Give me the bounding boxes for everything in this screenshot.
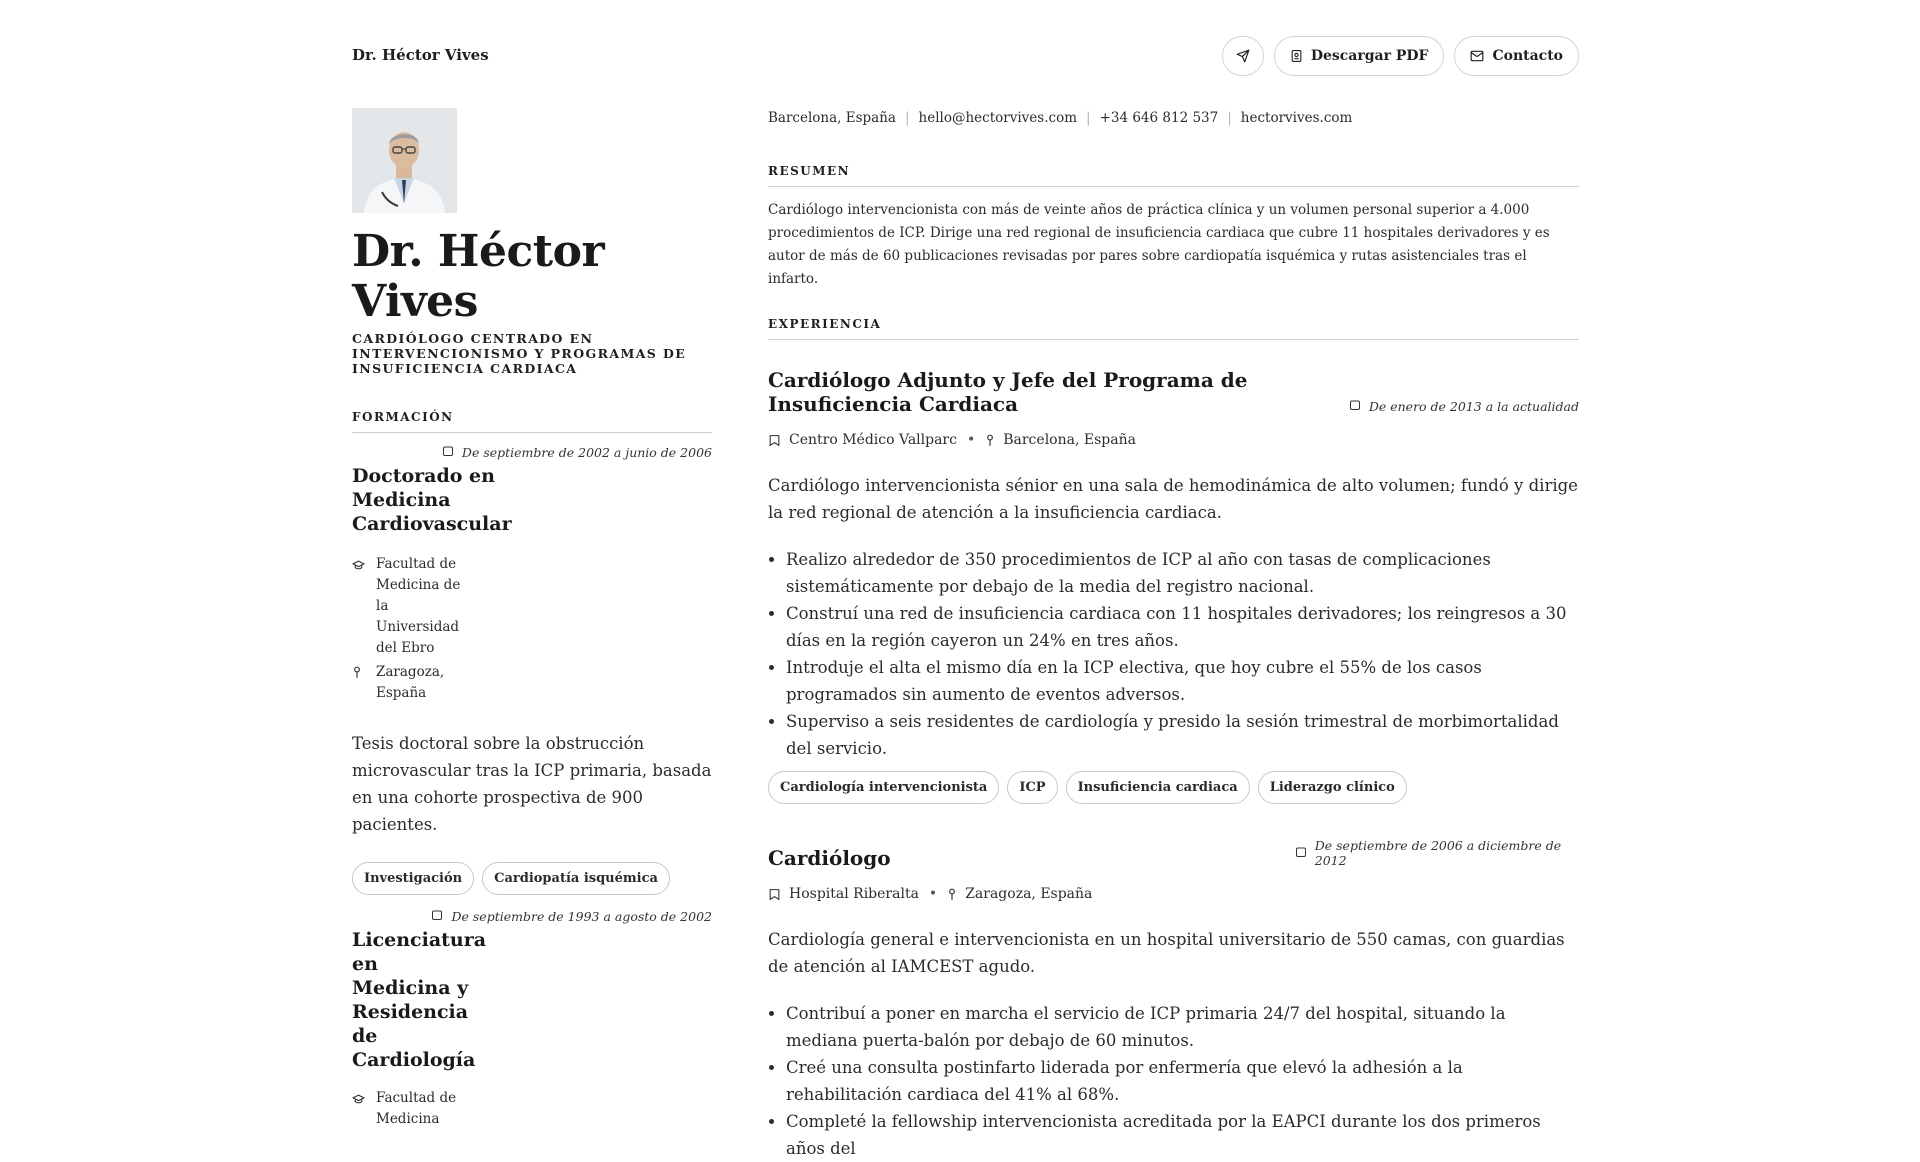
calendar-icon bbox=[1349, 399, 1361, 414]
brand-name[interactable]: Dr. Héctor Vives bbox=[352, 46, 489, 64]
building-icon bbox=[768, 888, 781, 901]
job-company: Centro Médico Vallparc bbox=[789, 432, 957, 448]
education-degree: Licenciatura en Medicina y Residencia de Cardiología bbox=[352, 929, 487, 1071]
contact-line bbox=[768, 108, 1579, 128]
profile-name: Dr. Héctor Vives bbox=[352, 226, 605, 327]
contact-website[interactable]: hectorvives.com bbox=[1240, 110, 1353, 126]
avatar bbox=[352, 108, 457, 213]
separator: | bbox=[904, 110, 910, 126]
job-header bbox=[768, 368, 1579, 416]
separator: | bbox=[1086, 110, 1091, 126]
job-meta bbox=[768, 886, 1579, 902]
education-location: Zaragoza, España bbox=[376, 664, 445, 701]
tag[interactable]: Investigación bbox=[352, 862, 474, 895]
tag[interactable]: Cardiología intervencionista bbox=[768, 771, 999, 804]
education-item bbox=[352, 909, 712, 1130]
separator: • bbox=[928, 886, 938, 902]
achievement-item: • Completé la fellowship intervencionista acreditada por la EAPCI durante los dos primeros años del bbox=[786, 1108, 1579, 1162]
education-tags bbox=[352, 862, 712, 895]
experience-heading: EXPERIENCIA bbox=[768, 317, 1579, 340]
experience-item bbox=[768, 838, 1579, 1162]
education-date-text: De septiembre de 1993 a agosto de 2002 bbox=[451, 909, 712, 924]
education-institution-row bbox=[352, 554, 712, 659]
achievement-item: • Introduje el alta el mismo día en la ICP electiva, que hoy cubre el 55% de los casos programados sin aumento de eventos adversos. bbox=[786, 654, 1579, 708]
separator: • bbox=[966, 432, 976, 448]
job-meta bbox=[768, 432, 1579, 448]
achievement-item: • Construí una red de insuficiencia cardiaca con 11 hospitales derivadores; los reingresos a 30 días en la región cayeron un 24% en tres años. bbox=[786, 600, 1579, 654]
job-company: Hospital Riberalta bbox=[789, 886, 919, 902]
tag[interactable]: Cardiopatía isquémica bbox=[482, 862, 670, 895]
share-button[interactable] bbox=[1222, 36, 1264, 76]
job-achievements bbox=[768, 546, 1579, 762]
summary-heading: RESUMEN bbox=[768, 164, 1579, 187]
calendar-icon bbox=[431, 909, 443, 924]
education-institution-row bbox=[352, 1088, 712, 1130]
education-institution: Facultad de Medicina de la Universidad del Ebro bbox=[376, 556, 461, 656]
graduation-cap-icon bbox=[352, 554, 366, 659]
building-icon bbox=[768, 434, 781, 447]
location-pin-icon bbox=[985, 434, 995, 447]
education-item bbox=[352, 445, 712, 895]
top-bar bbox=[352, 36, 1579, 76]
education-degree: Doctorado en Medicina Cardiovascular bbox=[352, 465, 512, 535]
job-tags bbox=[768, 771, 1579, 804]
education-meta bbox=[352, 1088, 712, 1130]
right-column bbox=[768, 108, 1579, 1162]
job-description: Cardiólogo intervencionista sénior en una sala de hemodinámica de alto volumen; fundó y dirige la red regional de atención a la insuficiencia cardiaca. bbox=[768, 476, 1578, 522]
contact-location: Barcelona, España bbox=[768, 110, 896, 126]
job-header bbox=[768, 838, 1579, 870]
contact-label: Contacto bbox=[1492, 48, 1563, 64]
location-pin-icon bbox=[947, 888, 957, 901]
tag[interactable]: ICP bbox=[1007, 771, 1057, 804]
tag[interactable]: Liderazgo clínico bbox=[1258, 771, 1407, 804]
mail-icon bbox=[1470, 50, 1484, 62]
job-location: Barcelona, España bbox=[1003, 432, 1136, 448]
file-icon bbox=[1290, 49, 1303, 63]
contact-button[interactable] bbox=[1454, 36, 1579, 76]
contact-email[interactable]: hello@hectorvives.com bbox=[918, 110, 1077, 126]
achievement-item: • Realizo alrededor de 350 procedimientos de ICP al año con tasas de complicaciones sistemáticamente por debajo de la media del registro nacional. bbox=[786, 546, 1579, 600]
graduation-cap-icon bbox=[352, 1088, 366, 1130]
calendar-icon bbox=[442, 445, 454, 460]
achievement-item: • Contribuí a poner en marcha el servicio de ICP primaria 24/7 del hospital, situando la mediana puerta-balón por debajo de 60 minutos. bbox=[786, 1000, 1579, 1054]
achievement-item: • Creé una consulta postinfarto liderada por enfermería que elevó la adhesión a la rehabilitación cardiaca del 41% al 68%. bbox=[786, 1054, 1579, 1108]
job-date-text: De septiembre de 2006 a diciembre de 2012 bbox=[1314, 838, 1562, 868]
left-column bbox=[352, 108, 712, 1133]
education-location-row bbox=[352, 662, 712, 704]
education-date bbox=[352, 909, 712, 924]
job-title: Cardiólogo bbox=[768, 846, 891, 870]
job-location: Zaragoza, España bbox=[965, 886, 1093, 902]
job-date-text: De enero de 2013 a la actualidad bbox=[1368, 399, 1579, 414]
education-description: Tesis doctoral sobre la obstrucción microvascular tras la ICP primaria, basada en una cohorte prospectiva de 900 pacientes. bbox=[352, 734, 712, 834]
download-pdf-button[interactable] bbox=[1274, 36, 1445, 76]
send-icon bbox=[1236, 49, 1250, 63]
job-achievements bbox=[768, 1000, 1579, 1162]
separator: | bbox=[1227, 110, 1232, 126]
job-date bbox=[1295, 838, 1579, 868]
education-date-text: De septiembre de 2002 a junio de 2006 bbox=[461, 445, 712, 460]
education-date bbox=[352, 445, 712, 460]
header-actions bbox=[1222, 36, 1579, 76]
education-institution: Facultad de Medicina bbox=[376, 1090, 457, 1127]
location-pin-icon bbox=[352, 662, 366, 704]
download-pdf-label: Descargar PDF bbox=[1310, 48, 1429, 64]
profile-subtitle: CARDIÓLOGO CENTRADO EN INTERVENCIONISMO Y PROGRAMAS DE INSUFICIENCIA CARDIACA bbox=[352, 331, 687, 376]
tag[interactable]: Insuficiencia cardiaca bbox=[1066, 771, 1250, 804]
job-title: Cardiólogo Adjunto y Jefe del Programa de Insuficiencia Cardiaca bbox=[768, 368, 1248, 416]
achievement-item: • Superviso a seis residentes de cardiología y presido la sesión trimestral de morbimortalidad del servicio. bbox=[786, 708, 1579, 762]
education-meta bbox=[352, 554, 712, 704]
experience-item bbox=[768, 368, 1579, 804]
job-date bbox=[1349, 399, 1579, 414]
summary-text: Cardiólogo intervencionista con más de veinte años de práctica clínica y un volumen personal superior a 4.000 procedimientos de ICP. Dirige una red regional de insuficiencia cardiaca que cubre 11 hospitales derivadores y es autor de más de 60 publicaciones revisadas por pares sobre cardiopatía isquémica y rutas asistenciales tras el infarto. bbox=[768, 202, 1550, 287]
job-description: Cardiología general e intervencionista en un hospital universitario de 550 camas, con guardias de atención al IAMCEST agudo. bbox=[768, 930, 1565, 976]
education-heading: FORMACIÓN bbox=[352, 410, 712, 433]
contact-phone[interactable]: +34 646 812 537 bbox=[1099, 110, 1219, 126]
calendar-icon bbox=[1295, 846, 1307, 861]
